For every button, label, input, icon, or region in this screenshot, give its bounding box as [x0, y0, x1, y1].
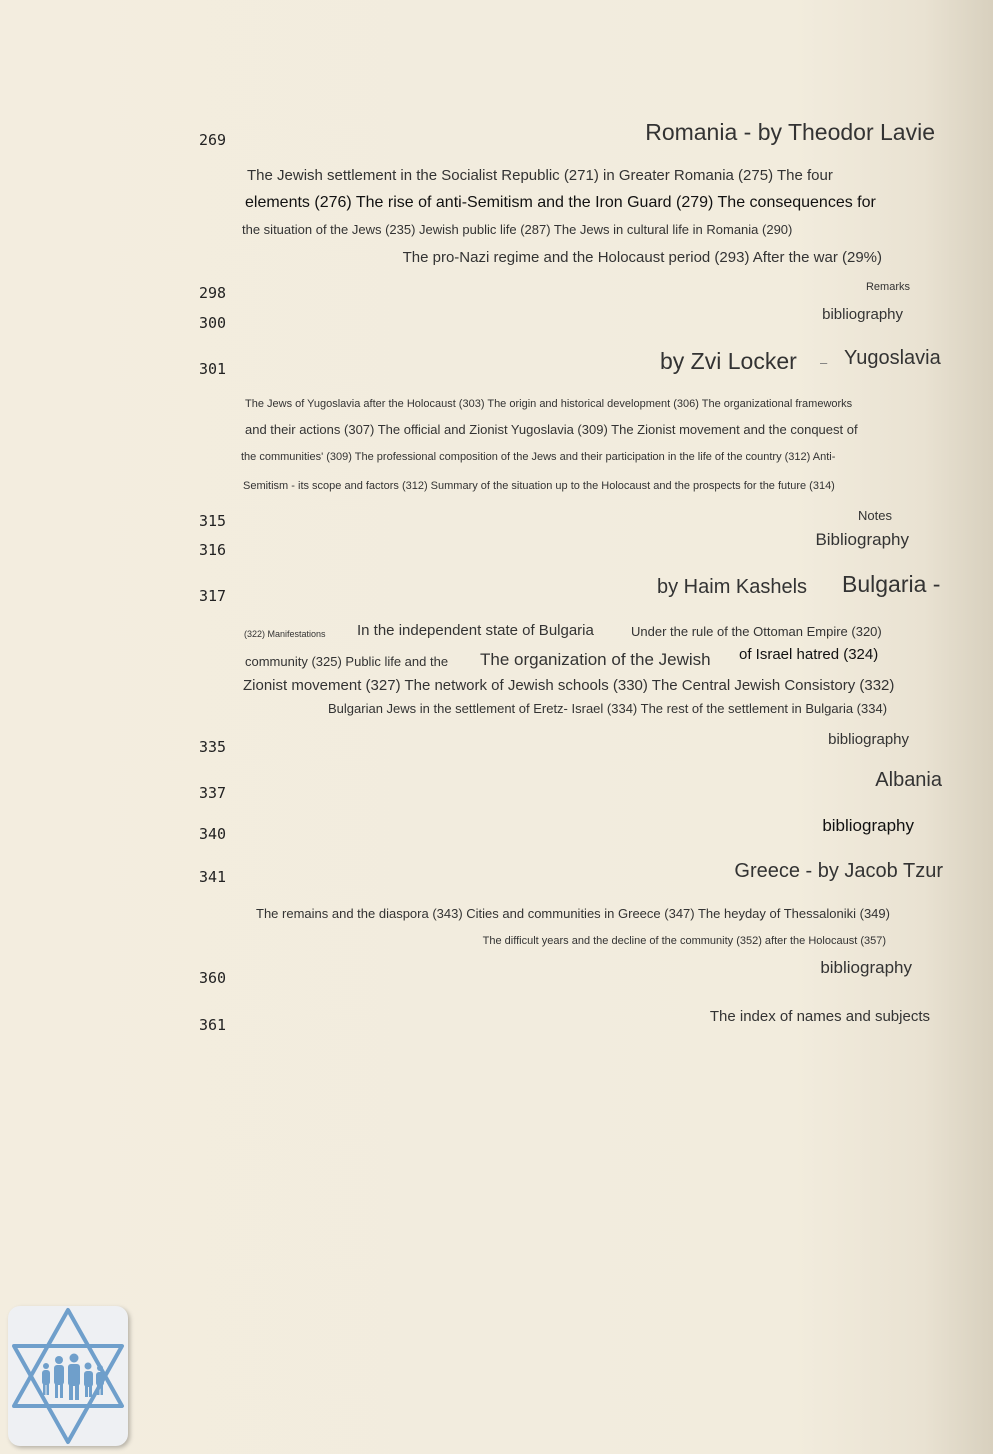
page-number: 341 — [199, 868, 227, 886]
section-author-bulgaria: by Haim Kashels — [657, 576, 808, 598]
subsection-bibliography: bibliography — [820, 958, 912, 977]
page-number: 301 — [199, 360, 227, 378]
section-summary-fragment: community (325) Public life and the — [245, 654, 449, 669]
page-number: 335 — [199, 738, 227, 756]
section-summary-line: The pro-Nazi regime and the Holocaust period (293) After the war (29%) — [402, 249, 882, 266]
section-summary-line: The difficult years and the decline of the community (352) after the Holocaust (357) — [482, 935, 886, 947]
section-title-greece: Greece - by Jacob Tzur — [734, 860, 943, 882]
subsection-bibliography: Bibliography — [815, 530, 909, 549]
page-number: 317 — [199, 587, 227, 605]
page-number: 269 — [199, 131, 227, 149]
section-summary-line: Bulgarian Jews in the settlement of Eretz- Israel (334) The rest of the settlement in Bulgaria (334) — [328, 701, 888, 716]
section-title-yugoslavia: Yugoslavia — [844, 347, 941, 369]
section-summary-line: Zionist movement (327) The network of Jewish schools (330) The Central Jewish Consistory (332) — [243, 677, 895, 694]
subsection-notes: Notes — [858, 508, 892, 523]
section-summary-fragment: The organization of the Jewish — [480, 650, 711, 669]
section-summary-line: The remains and the diaspora (343) Cities and communities in Greece (347) The heyday of Thessaloniki (349) — [256, 906, 890, 921]
page-number: 340 — [199, 825, 227, 843]
page-number: 361 — [199, 1016, 227, 1034]
page-number: 315 — [199, 512, 227, 530]
subsection-bibliography: bibliography — [822, 816, 914, 835]
section-summary-line: The Jewish settlement in the Socialist Republic (271) in Greater Romania (275) The four — [247, 167, 833, 184]
section-summary-fragment: (322) Manifestations — [244, 629, 326, 639]
section-title-romania: Romania - by Theodor Lavie — [645, 119, 935, 145]
subsection-bibliography: bibliography — [828, 731, 909, 748]
section-title-albania: Albania — [875, 769, 942, 791]
section-summary-fragment: In the independent state of Bulgaria — [357, 622, 594, 639]
subsection-bibliography: bibliography — [822, 306, 903, 323]
section-summary-line: The Jews of Yugoslavia after the Holocaust (303) The origin and historical development (306) The organizational frameworks — [245, 398, 853, 410]
star-of-david-family-icon — [8, 1306, 128, 1446]
section-summary-line: the situation of the Jews (235) Jewish public life (287) The Jews in cultural life in Romania (290) — [242, 222, 793, 237]
section-summary-fragment: of Israel hatred (324) — [739, 646, 879, 663]
section-title-index: The index of names and subjects — [709, 1008, 930, 1025]
section-summary-line: Semitism - its scope and factors (312) Summary of the situation up to the Holocaust and the prospects for the future (314) — [243, 480, 835, 492]
section-summary-line: the communities' (309) The professional composition of the Jews and their participation in the life of the country (312) Anti- — [241, 451, 836, 463]
page-number: 316 — [199, 541, 227, 559]
page-number: 300 — [199, 314, 227, 332]
dash: – — [820, 355, 828, 370]
section-title-bulgaria: Bulgaria - — [842, 571, 941, 597]
section-summary-line: and their actions (307) The official and Zionist Yugoslavia (309) The Zionist movement and the conquest of — [245, 422, 858, 437]
page-number: 337 — [199, 784, 227, 802]
section-summary-line: elements (276) The rise of anti-Semitism and the Iron Guard (279) The consequences for — [245, 194, 876, 211]
page-number: 360 — [199, 969, 227, 987]
section-author-yugoslavia: by Zvi Locker — [660, 348, 797, 374]
section-summary-fragment: Under the rule of the Ottoman Empire (320) — [631, 624, 882, 639]
page-number: 298 — [199, 284, 227, 302]
subsection-remarks: Remarks — [865, 281, 910, 293]
